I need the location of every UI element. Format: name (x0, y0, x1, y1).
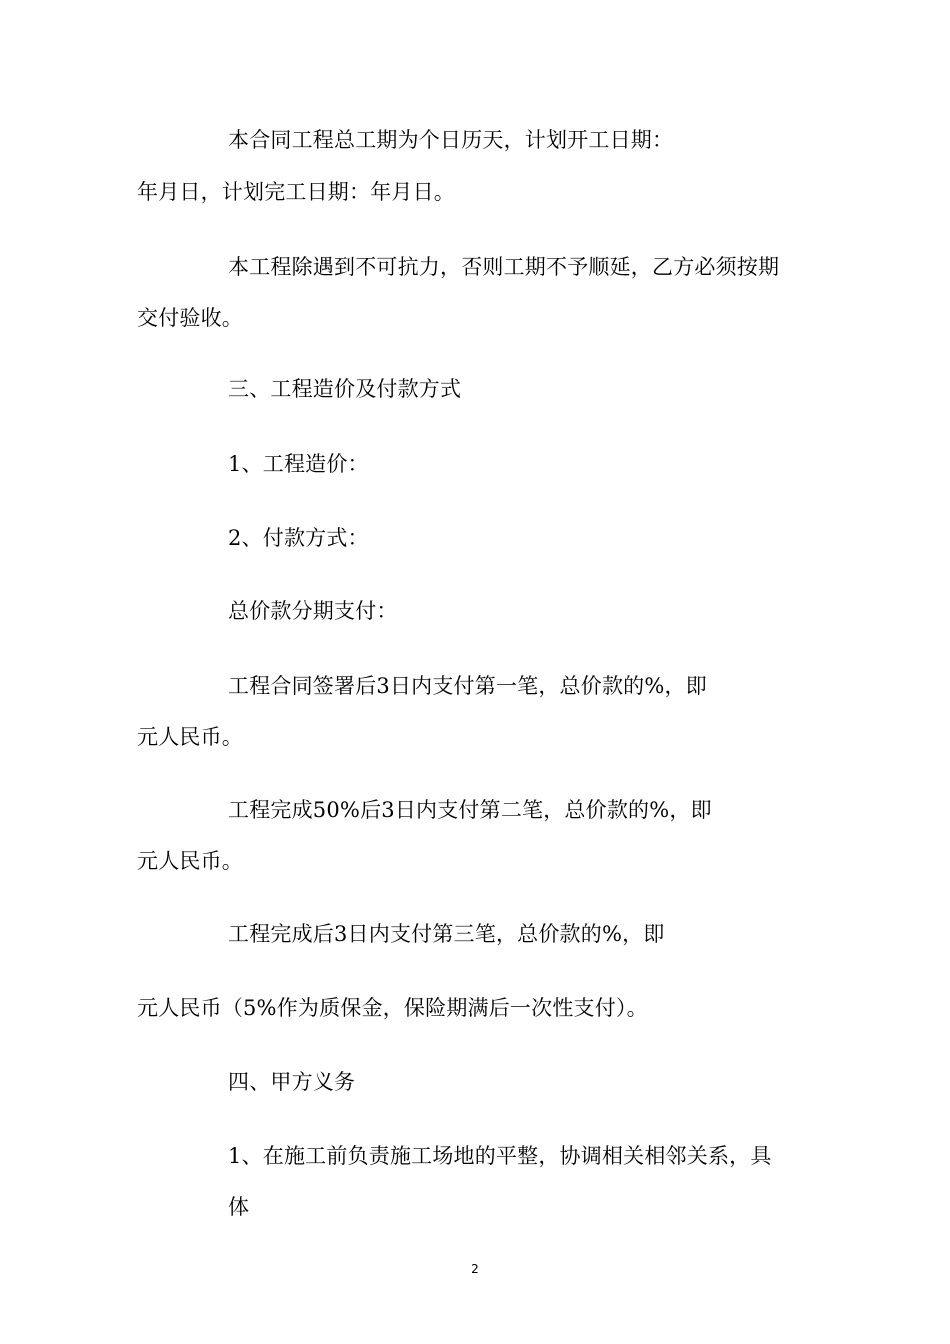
paragraph-line: 年月日，计划完工日期：年月日。 (137, 180, 455, 204)
section-heading: 四、甲方义务 (228, 1070, 356, 1094)
page-number: 2 (471, 1262, 479, 1276)
paragraph-line: 2、付款方式： (228, 526, 369, 550)
paragraph-line: 体 (228, 1195, 250, 1219)
paragraph-line: 元人民币。 (137, 849, 243, 873)
section-heading: 三、工程造价及付款方式 (228, 377, 462, 401)
paragraph-line: 总价款分期支付： (228, 599, 398, 623)
paragraph-line: 1、工程造价： (228, 452, 369, 476)
paragraph-line: 交付验收。 (137, 306, 243, 330)
paragraph-line: 本合同工程总工期为个日历天，计划开工日期： (228, 128, 674, 152)
paragraph-line: 元人民币。 (137, 725, 243, 749)
paragraph-line: 元人民币（5%作为质保金，保险期满后一次性支付）。 (137, 996, 648, 1020)
paragraph-line: 工程合同签署后3日内支付第一笔，总价款的%，即 (228, 674, 707, 698)
paragraph-line: 本工程除遇到不可抗力，否则工期不予顺延，乙方必须按期 (228, 255, 780, 279)
paragraph-line: 1、在施工前负责施工场地的平整，协调相关相邻关系，具 (228, 1144, 772, 1168)
paragraph-line: 工程完成后3日内支付第三笔，总价款的%，即 (228, 922, 665, 946)
paragraph-line: 工程完成50%后3日内支付第二笔，总价款的%，即 (228, 798, 712, 822)
